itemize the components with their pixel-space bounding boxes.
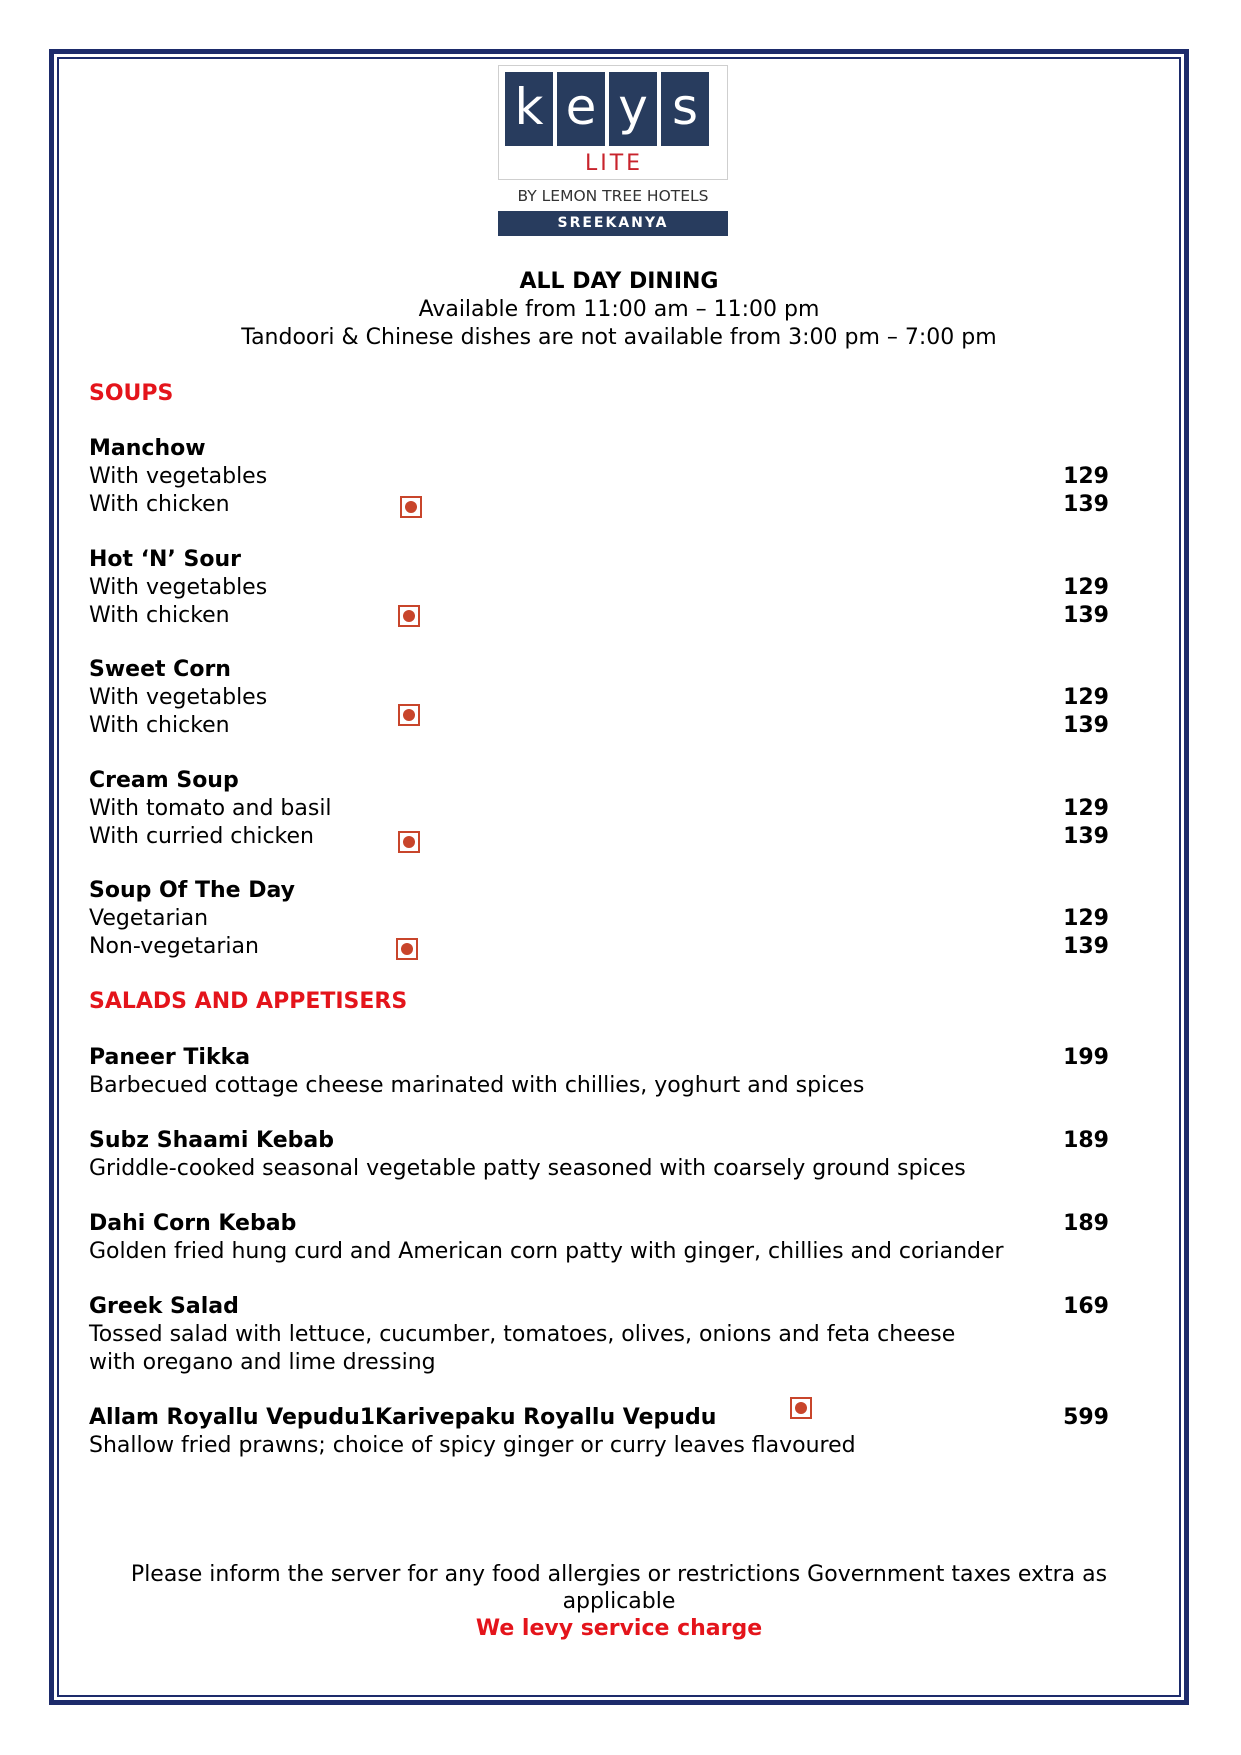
option-label: With tomato and basil — [89, 796, 332, 821]
logo-letter: e — [557, 72, 605, 146]
price: 139 — [1063, 603, 1109, 628]
footer-allergy-note: Please inform the server for any food allergies or restrictions Government taxes extra as — [130, 1562, 1108, 1587]
price: 599 — [1063, 1405, 1109, 1430]
menu-title: ALL DAY DINING — [519, 269, 719, 294]
dish-name: Greek Salad — [89, 1294, 239, 1319]
menu-option-row — [89, 712, 1109, 740]
menu-option-row — [89, 602, 1109, 630]
logo-lite: LITE — [584, 151, 644, 176]
menu-item-name-row — [89, 1210, 1109, 1238]
dish-name: Cream Soup — [89, 768, 239, 793]
price: 169 — [1063, 1294, 1109, 1319]
dish-name: Allam Royallu Vepudu1Karivepaku Royallu Vepudu — [89, 1405, 717, 1430]
dish-description — [89, 1349, 1109, 1377]
menu-option-row — [89, 933, 1109, 961]
option-label: With vegetables — [89, 575, 268, 600]
non-veg-marker-icon — [398, 704, 420, 726]
dish-name: Soup Of The Day — [89, 878, 295, 903]
non-veg-marker-icon — [398, 831, 420, 853]
logo-letter: y — [609, 72, 657, 146]
dish-name: Hot ‘N’ Sour — [89, 547, 241, 572]
dish-name: Sweet Corn — [89, 657, 231, 682]
dish-name: Dahi Corn Kebab — [89, 1211, 297, 1236]
logo-location: SREEKANYA — [498, 211, 728, 236]
brand-logo — [498, 65, 728, 240]
price: 139 — [1063, 492, 1109, 517]
option-label: Vegetarian — [89, 906, 209, 931]
menu-option-row — [89, 823, 1109, 851]
logo-letter: k — [505, 72, 553, 146]
non-veg-marker-icon — [790, 1397, 812, 1419]
menu-item-name-row — [89, 546, 1109, 574]
menu-item-name-row — [89, 1127, 1109, 1155]
dish-description — [89, 1072, 1109, 1100]
price: 139 — [1063, 824, 1109, 849]
dish-description — [89, 1432, 1109, 1460]
availability-text: Available from 11:00 am – 11:00 pm — [418, 297, 820, 322]
non-veg-marker-icon — [400, 496, 422, 518]
option-label: With curried chicken — [89, 824, 314, 849]
description-text: Golden fried hung curd and American corn patty with ginger, chillies and coriander — [89, 1239, 1004, 1264]
menu-item-name-row — [89, 767, 1109, 795]
description-text: Tossed salad with lettuce, cucumber, tomatoes, olives, onions and feta cheese — [89, 1322, 956, 1347]
price: 139 — [1063, 934, 1109, 959]
dish-name: Subz Shaami Kebab — [89, 1128, 334, 1153]
price: 189 — [1063, 1211, 1109, 1236]
option-label: With chicken — [89, 713, 230, 738]
logo-card — [498, 65, 728, 180]
menu-option-row — [89, 684, 1109, 712]
price: 139 — [1063, 713, 1109, 738]
menu-option-row — [89, 491, 1109, 519]
availability-note: Tandoori & Chinese dishes are not available from 3:00 pm – 7:00 pm — [241, 325, 997, 350]
option-label: With chicken — [89, 492, 230, 517]
non-veg-marker-icon — [398, 605, 420, 627]
dish-name: Paneer Tikka — [89, 1045, 251, 1070]
menu-item-name-row — [89, 435, 1109, 463]
menu-item-name-row — [89, 1404, 1109, 1432]
non-veg-marker-icon — [396, 938, 418, 960]
price: 129 — [1063, 464, 1109, 489]
price: 129 — [1063, 796, 1109, 821]
price: 129 — [1063, 575, 1109, 600]
section-heading-soups: SOUPS — [89, 381, 174, 406]
dish-description — [89, 1155, 1109, 1183]
option-label: With vegetables — [89, 464, 268, 489]
menu-item-name-row — [89, 877, 1109, 905]
description-text: Shallow fried prawns; choice of spicy ginger or curry leaves flavoured — [89, 1433, 856, 1458]
logo-letter: s — [661, 72, 709, 146]
option-label: With vegetables — [89, 685, 268, 710]
menu-option-row — [89, 795, 1109, 823]
price: 189 — [1063, 1128, 1109, 1153]
price: 129 — [1063, 685, 1109, 710]
footer-allergy-note-cont: applicable — [562, 1589, 676, 1614]
option-label: Non-vegetarian — [89, 934, 259, 959]
logo-by-line: BY LEMON TREE HOTELS — [517, 187, 709, 205]
dish-name: Manchow — [89, 436, 206, 461]
footer-service-charge: We levy service charge — [475, 1616, 763, 1641]
price: 129 — [1063, 906, 1109, 931]
menu-option-row — [89, 574, 1109, 602]
menu-item-name-row — [89, 656, 1109, 684]
option-label: With chicken — [89, 603, 230, 628]
description-text: Griddle-cooked seasonal vegetable patty seasoned with coarsely ground spices — [89, 1156, 966, 1181]
dish-description — [89, 1321, 1109, 1349]
description-text: with oregano and lime dressing — [89, 1350, 436, 1375]
description-text: Barbecued cottage cheese marinated with chillies, yoghurt and spices — [89, 1073, 865, 1098]
menu-option-row — [89, 905, 1109, 933]
price: 199 — [1063, 1045, 1109, 1070]
menu-item-name-row — [89, 1293, 1109, 1321]
section-heading-appetisers: SALADS AND APPETISERS — [89, 989, 408, 1014]
menu-option-row — [89, 463, 1109, 491]
menu-item-name-row — [89, 1044, 1109, 1072]
logo-wordmark — [505, 72, 709, 146]
dish-description — [89, 1238, 1109, 1266]
